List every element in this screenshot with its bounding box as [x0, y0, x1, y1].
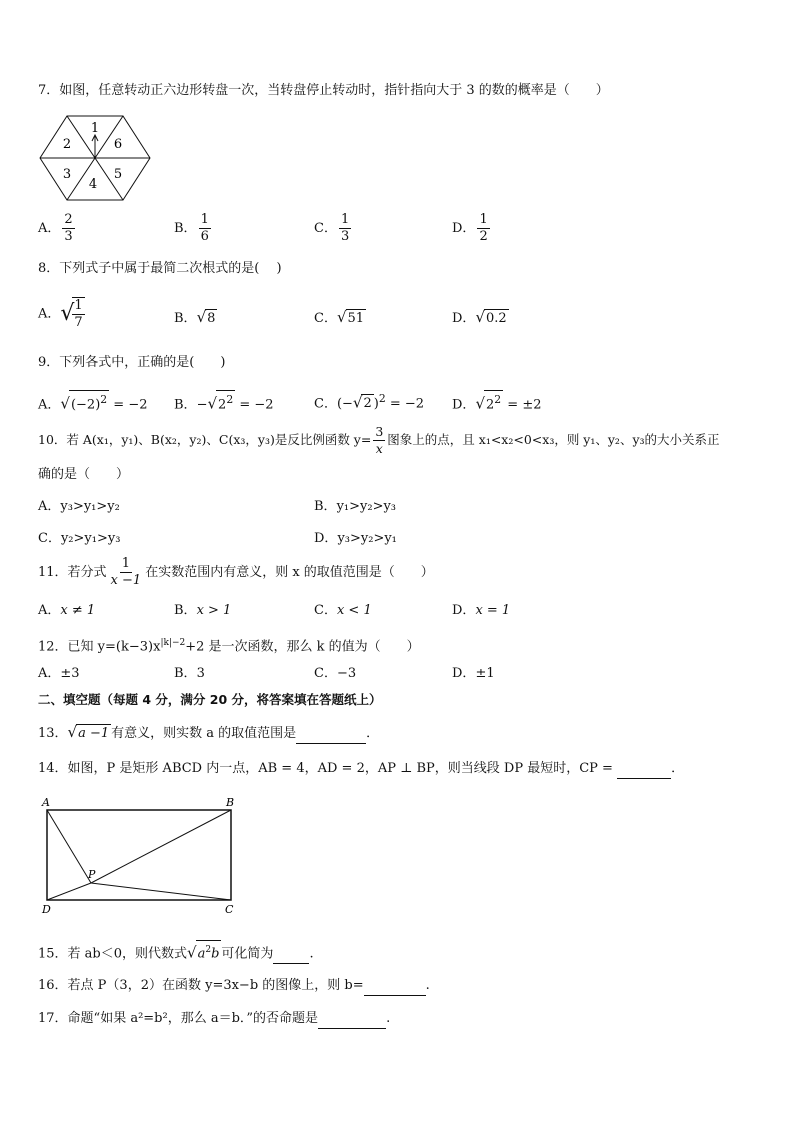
- radicand: 51: [347, 311, 365, 326]
- radicand: 0.2: [486, 311, 507, 326]
- q15-stem: 15．若 ab＜0，则代数式$√a^2b$ 可化简为 .: [38, 940, 314, 964]
- hexagon-spinner: [38, 112, 152, 204]
- rectangle-figure: [36, 794, 246, 920]
- q17-answer-blank[interactable]: [318, 1010, 386, 1029]
- fraction: $\frac{1}{6}$: [200, 212, 209, 244]
- q7-option-c[interactable]: C． $\frac{1}{3}$: [314, 212, 350, 244]
- q10-option-b[interactable]: B．y₁>y₂>y₃: [314, 499, 397, 514]
- q12-option-b[interactable]: B．3: [174, 666, 205, 681]
- q9-stem: 9．下列各式中，正确的是( ): [38, 355, 226, 370]
- label-b: B: [226, 796, 235, 809]
- q14-stem: 14．如图，P 是矩形 ABCD 内一点，AB = 4，AD = 2，AP ⊥ BP，则当线段 DP 最短时，CP = ．: [38, 760, 684, 779]
- hex-number-2: 2: [62, 137, 72, 152]
- q12-option-a[interactable]: A．±3: [38, 666, 80, 681]
- q7-option-b[interactable]: B． $\frac{1}{6}$: [174, 212, 209, 244]
- q11-option-d[interactable]: D．x = 1: [452, 603, 511, 618]
- q8-option-d[interactable]: D．√0.2: [452, 308, 507, 326]
- q10-option-d[interactable]: D．y₃>y₂>y₁: [314, 531, 397, 546]
- q11-option-b[interactable]: B．x > 1: [174, 603, 232, 618]
- q8-option-a[interactable]: A．√ $\frac{1}{7}$: [38, 298, 83, 330]
- q8-option-c[interactable]: C．√51: [314, 308, 365, 326]
- label-d: D: [42, 903, 51, 916]
- q12-option-c[interactable]: C．−3: [314, 666, 357, 681]
- q9-option-b[interactable]: B．$-√2^2 = -2$: [174, 390, 274, 414]
- q10-stem-line1: 10．若 A(x₁，y₁)、B(x₂，y₂)、C(x₃，y₃)是反比例函数 y= $\frac{3}{x}$ 图象上的点，且 x₁<x₂<0<x₃，则 y₁、y₂、y₃的大小关系正: [38, 424, 720, 456]
- q10-option-c[interactable]: C．y₂>y₁>y₃: [38, 531, 121, 546]
- q7-option-d[interactable]: D． $\frac{1}{2}$: [452, 212, 488, 244]
- label-c: C: [225, 903, 234, 916]
- q8-option-b[interactable]: B．√8: [174, 308, 216, 326]
- fraction: $\frac{1}{3}$: [340, 212, 350, 244]
- fraction: $\frac{2}{3}$: [64, 212, 73, 244]
- q14-answer-blank[interactable]: [617, 760, 671, 779]
- q12-stem: 12．已知 $y=(k-3)x^{|k|-2}+2$ 是一次函数，那么 k 的值为（ ）: [38, 638, 420, 655]
- q10-stem-line2: 确的是（ ）: [38, 467, 130, 482]
- q9-option-d[interactable]: D．$√2^2 = \pm 2$: [452, 390, 542, 414]
- fraction: $\frac{1}{2}$: [479, 212, 488, 244]
- fraction: $\frac{1}{x -1}$: [110, 556, 142, 588]
- q9-option-a[interactable]: A．$√(-2)^2 = -2$: [38, 390, 147, 414]
- label-p: P: [88, 868, 96, 881]
- fraction: $\frac{3}{x}$: [375, 424, 384, 456]
- q12-option-d[interactable]: D．±1: [452, 666, 495, 681]
- q9-option-c[interactable]: C．(−√2 )$^2$ = −2: [314, 392, 425, 412]
- hex-number-5: 5: [113, 167, 123, 182]
- hex-number-3: 3: [62, 167, 72, 182]
- q16-answer-blank[interactable]: [364, 977, 426, 996]
- q13-answer-blank[interactable]: [296, 725, 366, 744]
- q15-answer-blank[interactable]: [273, 945, 309, 964]
- section-2-heading: 二、填空题（每题 4 分，满分 20 分，将答案填在答题纸上）: [38, 692, 382, 707]
- hex-number-1: 1: [90, 121, 100, 136]
- label-a: A: [42, 796, 50, 809]
- radical-fraction: $\frac{1}{7}$: [74, 298, 83, 330]
- hex-number-4: 4: [88, 177, 98, 192]
- q11-option-c[interactable]: C．x < 1: [314, 603, 372, 618]
- radicand: 8: [207, 311, 216, 326]
- q13-stem: 13．√a −1 有意义，则实数 a 的取值范围是 ．: [38, 723, 379, 744]
- q17-stem: 17．命题“如果 a²=b²，那么 a＝b．”的否命题是 .: [38, 1010, 390, 1029]
- q8-stem: 8．下列式子中属于最简二次根式的是( ): [38, 261, 282, 276]
- q11-option-a[interactable]: A．x ≠ 1: [38, 603, 96, 618]
- q7-stem: 7．如图，任意转动正六边形转盘一次，当转盘停止转动时，指针指向大于 3 的数的概率是（ ）: [38, 83, 609, 98]
- q7-option-a[interactable]: A． $\frac{2}{3}$: [38, 212, 73, 244]
- q16-stem: 16．若点 P（3，2）在函数 y=3x−b 的图像上，则 b= .: [38, 977, 430, 996]
- hex-number-6: 6: [113, 137, 123, 152]
- q11-stem: 11．若分式 $\frac{1}{x -1}$ 在实数范围内有意义，则 x 的取值范围是（ ）: [38, 556, 434, 588]
- q10-option-a[interactable]: A．y₃>y₁>y₂: [38, 499, 120, 514]
